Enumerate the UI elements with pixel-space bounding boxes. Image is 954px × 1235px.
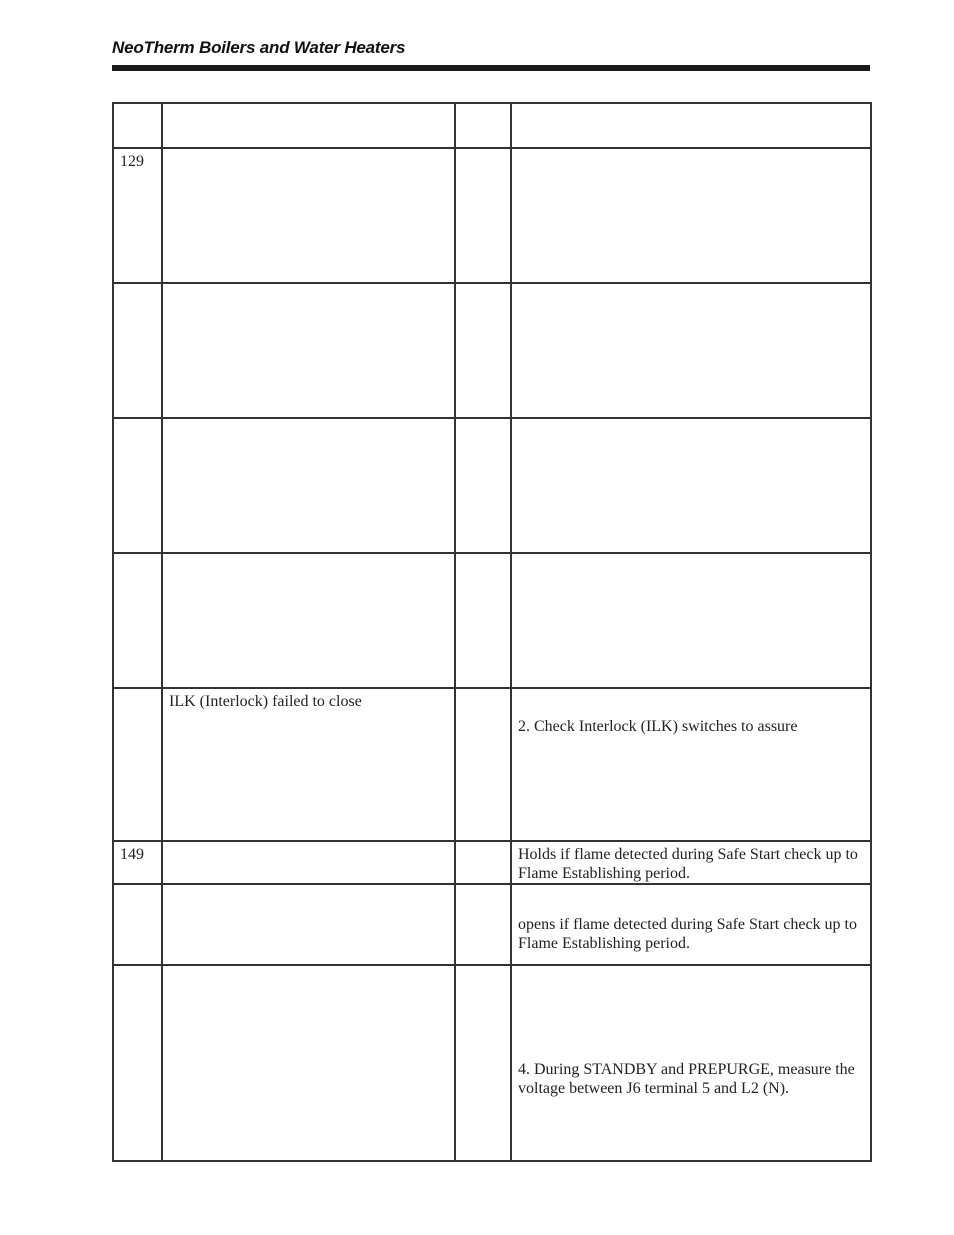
cell-action (511, 884, 871, 965)
table-row (113, 688, 871, 841)
header-rule (112, 65, 870, 71)
cell-condition (162, 283, 455, 418)
cell-code: 149 (113, 841, 162, 884)
header-cell-flag (455, 103, 511, 148)
cell-flag (455, 418, 511, 553)
cell-flag (455, 148, 511, 283)
cell-code (113, 688, 162, 841)
cell-condition (162, 965, 455, 1161)
cell-condition (162, 553, 455, 688)
cell-flag (455, 283, 511, 418)
cell-code (113, 418, 162, 553)
cell-flag (455, 884, 511, 965)
cell-action (511, 553, 871, 688)
cell-action-text: 2. Check Interlock (ILK) switches to assure (518, 718, 798, 735)
header-cell-action (511, 103, 871, 148)
page-header-title: NeoTherm Boilers and Water Heaters (112, 38, 406, 57)
cell-condition (162, 418, 455, 553)
cell-flag (455, 841, 511, 884)
cell-code (113, 553, 162, 688)
cell-condition (162, 148, 455, 283)
cell-code: 129 (113, 148, 162, 283)
fault-code-table (112, 102, 872, 1162)
cell-action (511, 418, 871, 553)
cell-action (511, 283, 871, 418)
cell-action-text: opens if flame detected during Safe Start check up to Flame Establishing period. (518, 916, 857, 952)
table-row (113, 418, 871, 553)
table-row (113, 283, 871, 418)
cell-action (511, 688, 871, 841)
table-row (113, 884, 871, 965)
cell-condition (162, 841, 455, 884)
cell-flag (455, 688, 511, 841)
table-header-row (113, 103, 871, 148)
header-cell-code (113, 103, 162, 148)
cell-condition (162, 884, 455, 965)
cell-flag (455, 965, 511, 1161)
table-row (113, 148, 871, 283)
table-row (113, 841, 871, 884)
cell-code (113, 283, 162, 418)
cell-flag (455, 553, 511, 688)
cell-action-text: 4. During STANDBY and PREPURGE, measure the voltage between J6 terminal 5 and L2 (N). (518, 1061, 855, 1097)
cell-action (511, 965, 871, 1161)
header-cell-condition (162, 103, 455, 148)
table-row (113, 553, 871, 688)
table-row (113, 965, 871, 1161)
cell-action: Holds if flame detected during Safe Start check up to Flame Establishing period. (511, 841, 871, 884)
cell-action (511, 148, 871, 283)
cell-code (113, 884, 162, 965)
cell-condition: ILK (Interlock) failed to close (162, 688, 455, 841)
cell-code (113, 965, 162, 1161)
